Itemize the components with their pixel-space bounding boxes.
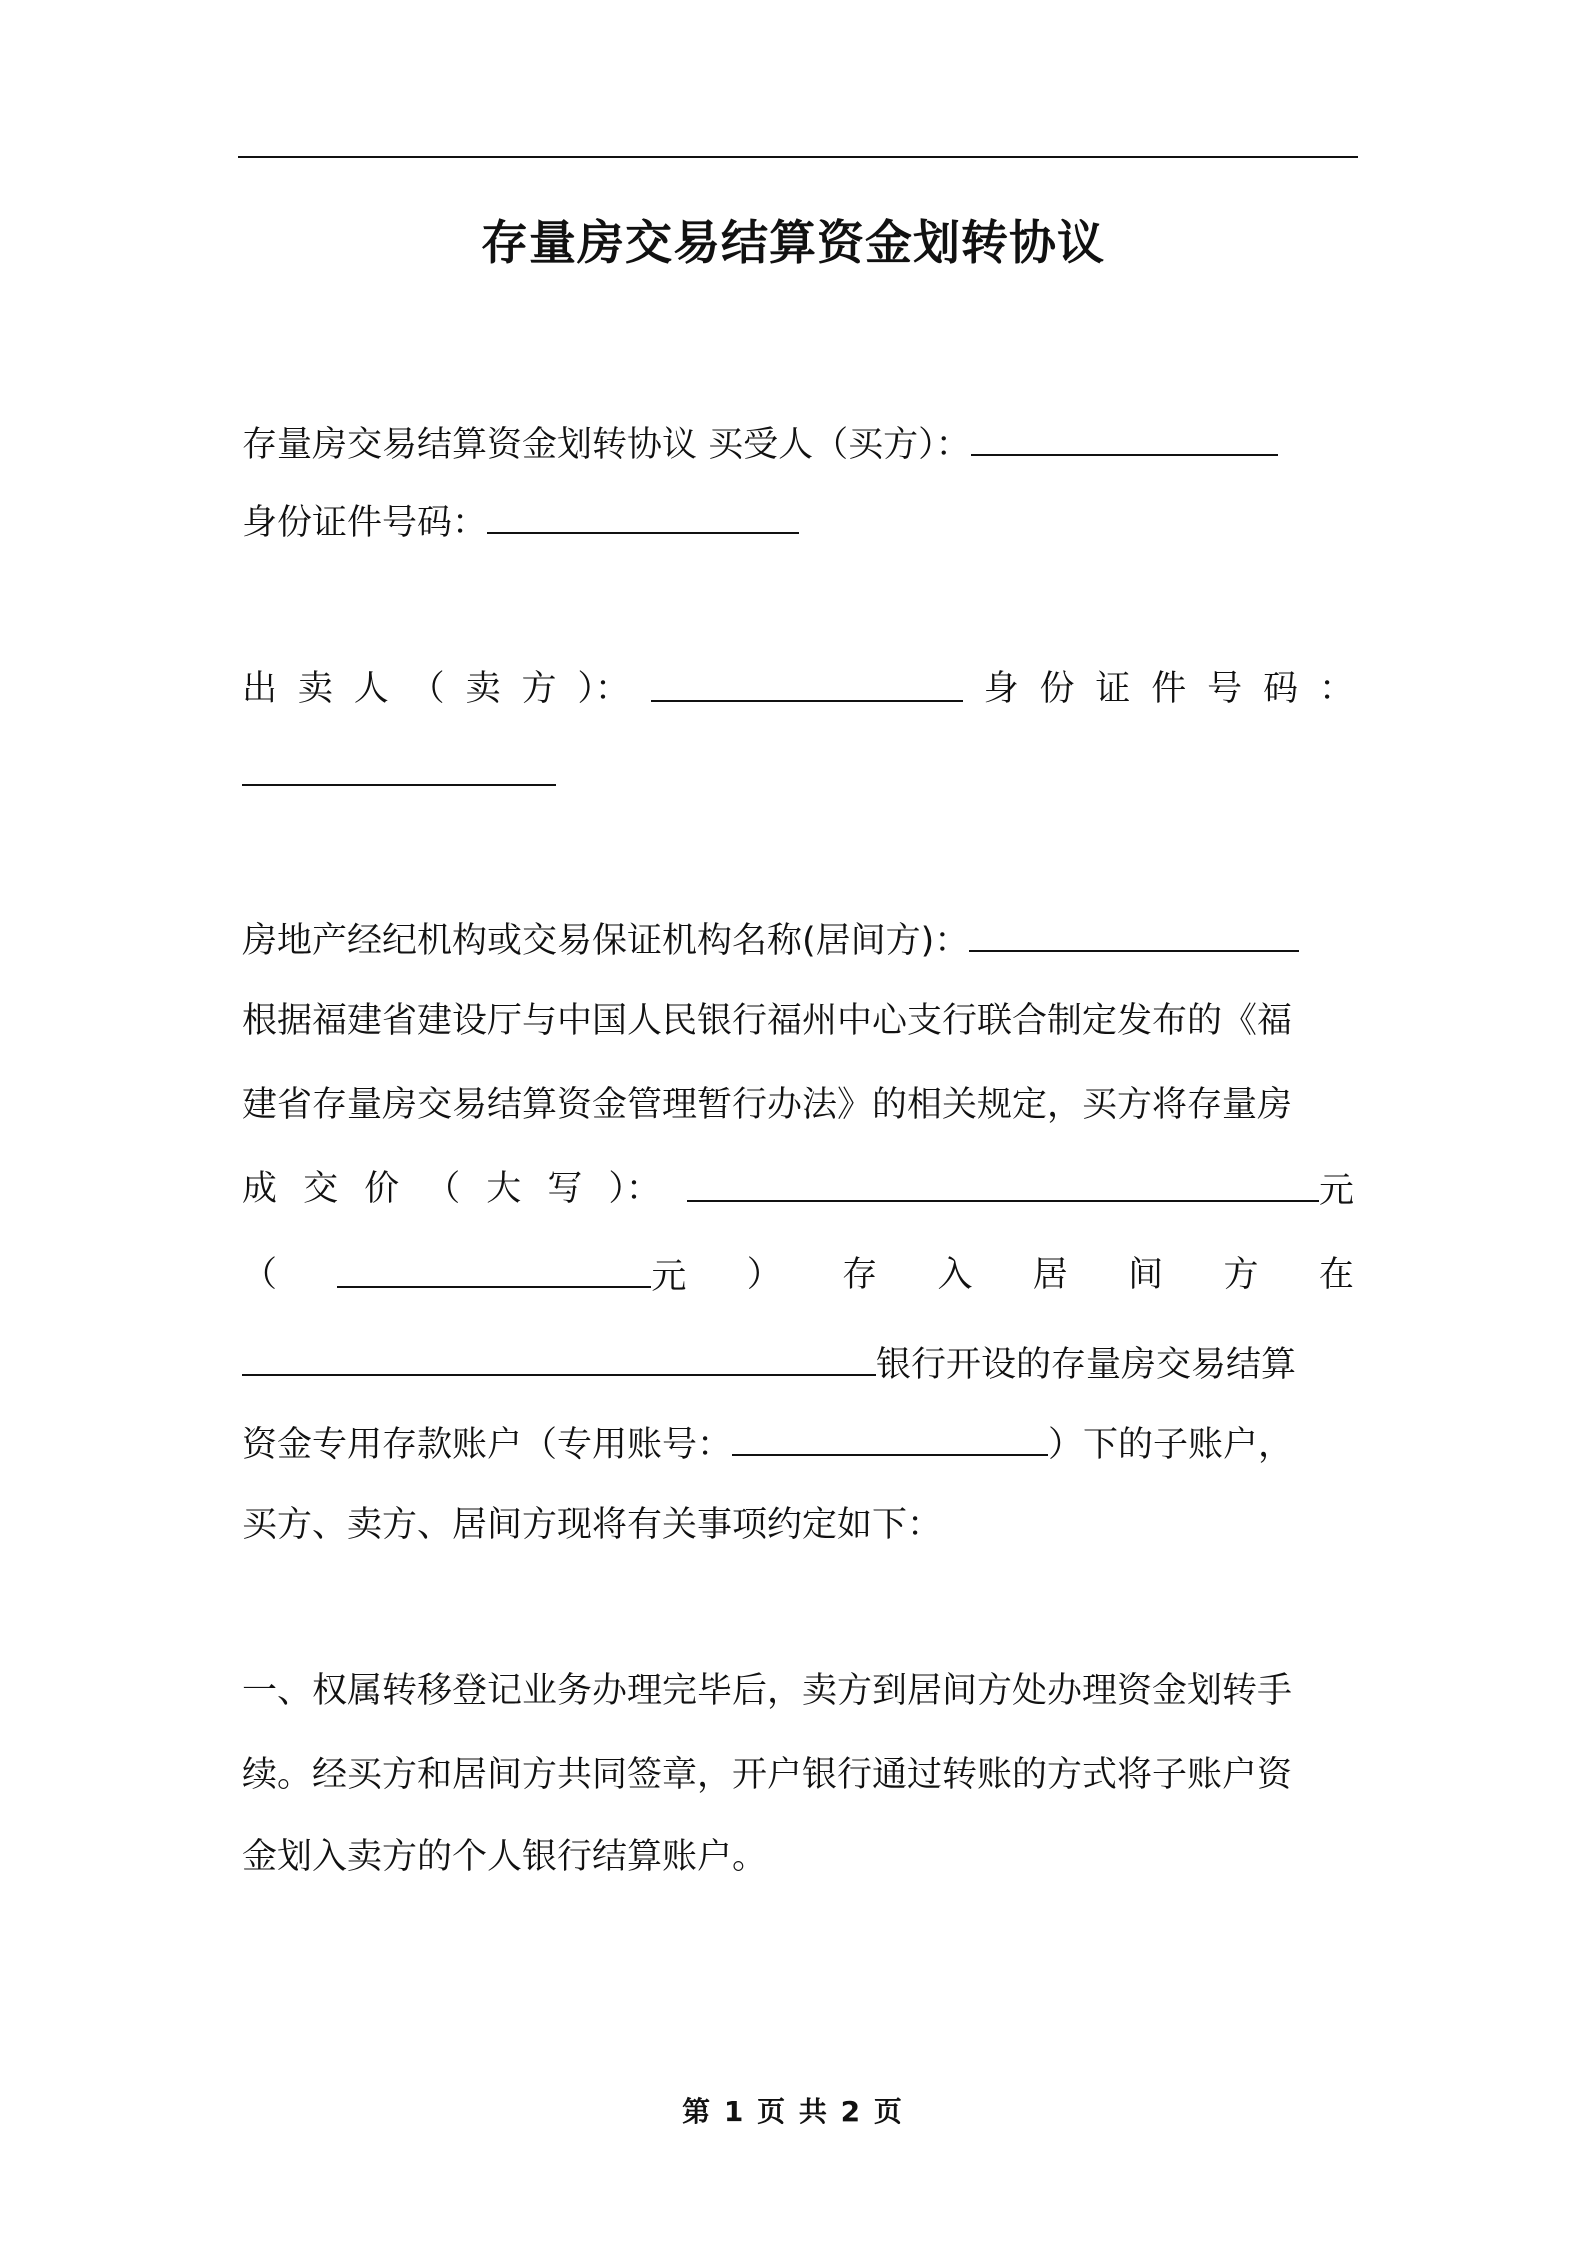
seller-char: 件 bbox=[1151, 669, 1187, 709]
price-char: 写 bbox=[547, 1169, 583, 1209]
clause-line: 金划入卖方的个人银行结算账户。 bbox=[242, 1837, 768, 1877]
seller-char: ）： bbox=[577, 669, 630, 709]
price-line bbox=[242, 1164, 1354, 1216]
page-number: 第 1 页 共 2 页 bbox=[682, 2095, 904, 2128]
bank-name-blank bbox=[242, 1338, 876, 1376]
deposit-char: 间 bbox=[1128, 1255, 1164, 1295]
account-before: 资金专用存款账户（专用账号： bbox=[242, 1425, 733, 1465]
seller-char: 码 bbox=[1263, 669, 1299, 709]
seller-char: 出 bbox=[242, 669, 278, 709]
price-number-line bbox=[242, 1250, 1354, 1302]
account-after: ）下的子账户， bbox=[1048, 1425, 1294, 1465]
seller-line bbox=[242, 664, 1354, 714]
seller-id-line bbox=[242, 748, 1354, 800]
buyer-id-line bbox=[242, 496, 1354, 548]
paren-open: （ bbox=[242, 1255, 278, 1295]
price-char: 大 bbox=[486, 1169, 522, 1209]
seller-char: （ bbox=[409, 669, 445, 709]
parties-line: 买方、卖方、居间方现将有关事项约定如下： bbox=[242, 1505, 943, 1545]
agency-name-blank bbox=[969, 914, 1299, 952]
price-char: 价 bbox=[364, 1169, 400, 1209]
seller-char: 卖 bbox=[297, 669, 333, 709]
agency-line bbox=[242, 914, 1354, 966]
body-line: 根据福建省建设厅与中国人民银行福州中心支行联合制定发布的《福 bbox=[242, 1001, 1293, 1041]
body-line: 建省存量房交易结算资金管理暂行办法》的相关规定，买方将存量房 bbox=[242, 1085, 1293, 1125]
seller-char: ： bbox=[1318, 669, 1354, 709]
buyer-label: 存量房交易结算资金划转协议 买受人（买方）： bbox=[242, 425, 971, 465]
seller-name-blank bbox=[651, 664, 963, 702]
seller-char: 卖 bbox=[465, 669, 501, 709]
agency-label: 房地产经纪机构或交易保证机构名称(居间方)： bbox=[242, 921, 970, 961]
clause-line: 一、权属转移登记业务办理完毕后，卖方到居间方处办理资金划转手 bbox=[242, 1671, 1293, 1711]
seller-char: 证 bbox=[1095, 669, 1131, 709]
buyer-id-label: 身份证件号码： bbox=[242, 503, 488, 543]
buyer-id-blank bbox=[487, 496, 799, 534]
price-unit: 元 bbox=[1318, 1171, 1354, 1211]
bank-text: 银行开设的存量房交易结算 bbox=[876, 1345, 1297, 1385]
account-number-blank bbox=[732, 1418, 1048, 1456]
account-line bbox=[242, 1418, 1354, 1470]
price-char: 交 bbox=[303, 1169, 339, 1209]
deposit-char: 居 bbox=[1032, 1255, 1068, 1295]
price-char: 成 bbox=[242, 1169, 278, 1209]
paren-close: ） bbox=[746, 1255, 782, 1295]
price-char: ）： bbox=[608, 1169, 661, 1209]
price-char: （ bbox=[425, 1169, 461, 1209]
deposit-char: 在 bbox=[1318, 1255, 1354, 1295]
seller-char: 号 bbox=[1207, 669, 1243, 709]
seller-id-blank bbox=[242, 748, 556, 786]
buyer-line bbox=[242, 418, 1354, 470]
price-words-blank bbox=[687, 1164, 1319, 1202]
clause-line: 续。经买方和居间方共同签章，开户银行通过转账的方式将子账户资 bbox=[242, 1755, 1293, 1795]
header-rule bbox=[238, 156, 1358, 158]
page-title: 存量房交易结算资金划转协议 bbox=[481, 216, 1105, 271]
deposit-char: 入 bbox=[937, 1255, 973, 1295]
buyer-name-blank bbox=[971, 418, 1278, 456]
seller-char: 方 bbox=[521, 669, 557, 709]
seller-char: 身 bbox=[983, 669, 1019, 709]
bank-line bbox=[242, 1338, 1354, 1390]
seller-char: 份 bbox=[1039, 669, 1075, 709]
price-number-unit: 元 bbox=[651, 1257, 687, 1297]
price-number-blank bbox=[337, 1250, 651, 1288]
deposit-char: 方 bbox=[1223, 1255, 1259, 1295]
seller-char: 人 bbox=[353, 669, 389, 709]
deposit-char: 存 bbox=[842, 1255, 878, 1295]
